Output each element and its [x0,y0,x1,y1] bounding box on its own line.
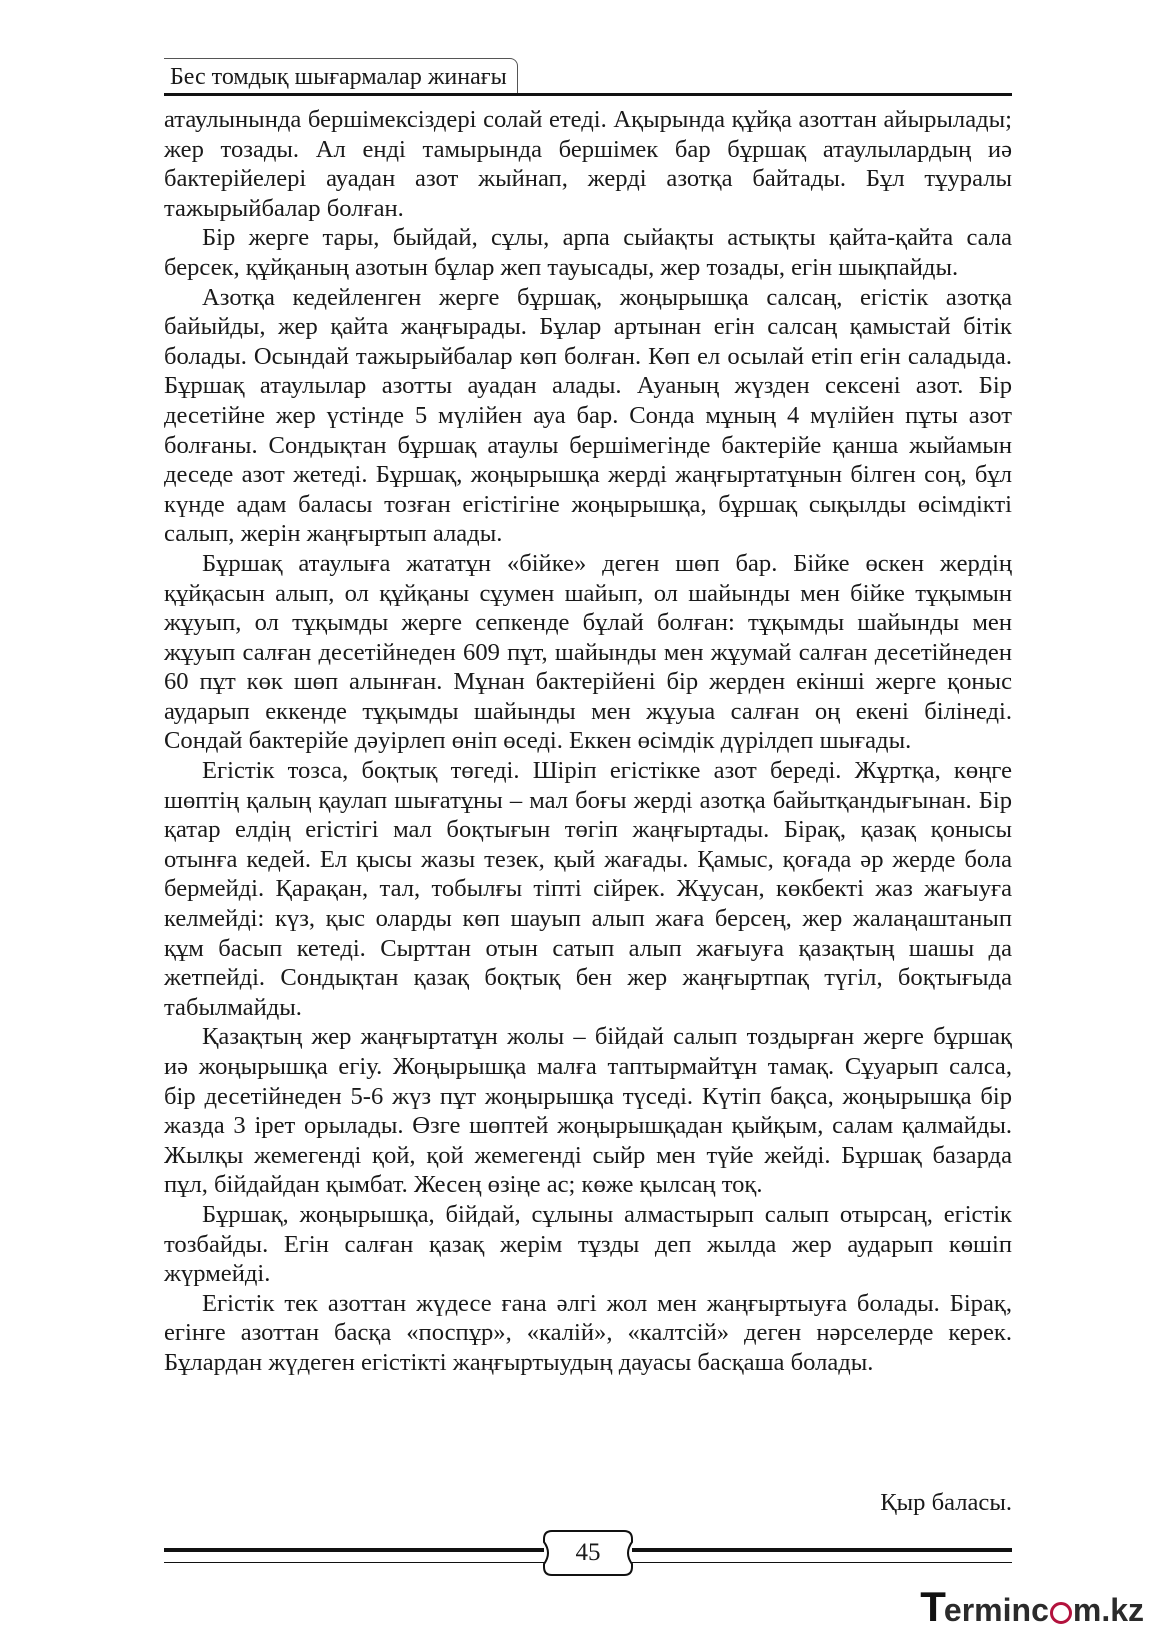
paragraph: Азотқа кедейленген жерге бұршақ, жоңырышқа салсаң, егістік азотқа байыйды, жер қайта жаңғырады. Бұлар артынан егін салсаң қамыстай бітік болады. Осындай тажырыйбалар көп болған. Көп ел осылай етіп егін саладыда. Бұршақ атаулылар азотты ауадан алады. Ауаның жүзден сексені азот. Бір десетійне жер үстінде 5 мүлійен ауа бар. Сонда мұның 4 мүлійен пұты азот болғаны. Сондықтан бұршақ атаулы бершімегінде бактерійе қанша жыйамын деседе азот жетеді. Бұршақ, жоңырышқа жерді жаңғыртатұнын білген соң, бұл күнде адам баласы тозған егістігіне жоңырышқа, бұршақ сықылды өсімдікті салып, жерін жаңғыртып алады. [164,283,1012,548]
page-number: 45 [575,1539,601,1566]
author-signature: Қыр баласы. [880,1489,1012,1516]
paragraph: Бұршақ, жоңырышқа, бійдай, сұлыны алмастырып салып отырсаң, егістік тозбайды. Егін салған қазақ жерім тұзды деп жылда жер аударып көшіп жүрмейді. [164,1200,1012,1288]
page-number-frame [540,1528,636,1578]
paragraph: Қазақтың жер жаңғыртатұн жолы – бійдай салып тоздырған жерге бұршақ иә жоңырышқа егіу. Жоңырышқа малға таптырмайтұн тамақ. Сұуарып салса, бір десетійнеден 5-6 жүз пұт жоңырышқа түседі. Күтіп бақса, жоңырышқа бір жазда 3 ірет орылады. Өзге шөптей жоңырышқадан қыйқым, салам қалмайды. Жылқы жемегенді қой, қой жемегенді сыйр мен түйе жейді. Бұршақ базарда пұл, бійдайдан қымбат. Жесең өзіңе ас; көже қылсаң тоқ. [164,1023,1012,1199]
watermark-middle: erminc [943,1592,1049,1628]
body-text [164,105,1012,1378]
paragraph: Егістік тек азоттан жүдесе ғана әлгі жол мен жаңғыртыуға болады. Бірақ, егінге азоттан басқа «поспұр», «калій», «калтсій» деген нәрселерде керек. Бұлардан жүдеген егістікті жаңғыртыудың дауасы басқаша болады. [164,1289,1012,1376]
paragraph: Бір жерге тары, быйдай, сұлы, арпа сыйақты астықты қайта-қайта сала берсек, құйқаның азотын бұлар жеп тауысады, жер тозады, егін шықпайды. [164,224,1012,281]
watermark-o-ring-icon [1050,1602,1072,1624]
site-watermark [920,1585,1144,1629]
paragraph: атаулынында бершімексіздері солай етеді. Ақырында құйқа азоттан айырылады; жер тозады. Ал енді тамырында бершімек бар бұршақ атаулылардың иә бактерійелері ауадан азот жыйнап, жерді азотқа байтады. Бұл тұуралы тажырыйбалар болған. [164,106,1012,222]
running-header [164,52,1012,96]
book-title: Бес томдық шығармалар жинағы [164,58,518,93]
watermark-suffix: m.kz [1072,1592,1144,1628]
footer-rule-right [632,1548,1012,1563]
watermark-prefix: T [920,1583,944,1630]
paragraph: Егістік тозса, боқтық төгеді. Шіріп егістікке азот береді. Жұртқа, көңге шөптің қалың қаулап шығатұны – мал боғы жерді азотқа байытқандығынан. Бір қатар елдің егістігі мал боқтығын төгіп жаңғыртады. Бірақ, қазақ қонысы отынға кедей. Ел қысы жазы тезек, қый жағады. Қамыс, қоғада әр жерде бола бермейді. Қарақан, тал, тобылғы тіпті сійрек. Жұусан, көкбекті жаз жағыуға келмейді: күз, қыс оларды көп шауып алып жаға берсең, жер жалаңаштанып құм басып кетеді. Сырттан отын сатып алып жағыуға қазақтың шашы да жетпейді. Сондықтан қазақ боқтық бен жер жаңғыртпақ түгіл, боқтығыда табылмайды. [164,757,1012,1021]
footer-rule-left [164,1548,544,1563]
header-rule [164,93,1012,96]
paragraph: Бұршақ атаулыға жататұн «бійке» деген шөп бар. Бійке өскен жердің құйқасын алып, ол құйқаны сұумен шайып, ол шайынды мен бійке тұқымын жұуып, ол тұқымды жерге сепкенде бұлай болған: тұқымды шайынды мен жұуып салған десетійнеден 609 пұт, шайынды мен жұумай салған десетійнеден 60 пұт көк шөп алынған. Мұнан бактерійені бір жерден екінші жерге қоныс аударып еккенде тұқымды шайынды мен жұуыа салған оң екені білінеді. Сондай бактерійе дәуірлеп өніп өседі. Еккен өсімдік дүрілдеп шығады. [164,549,1012,755]
page-footer [164,1528,1012,1580]
